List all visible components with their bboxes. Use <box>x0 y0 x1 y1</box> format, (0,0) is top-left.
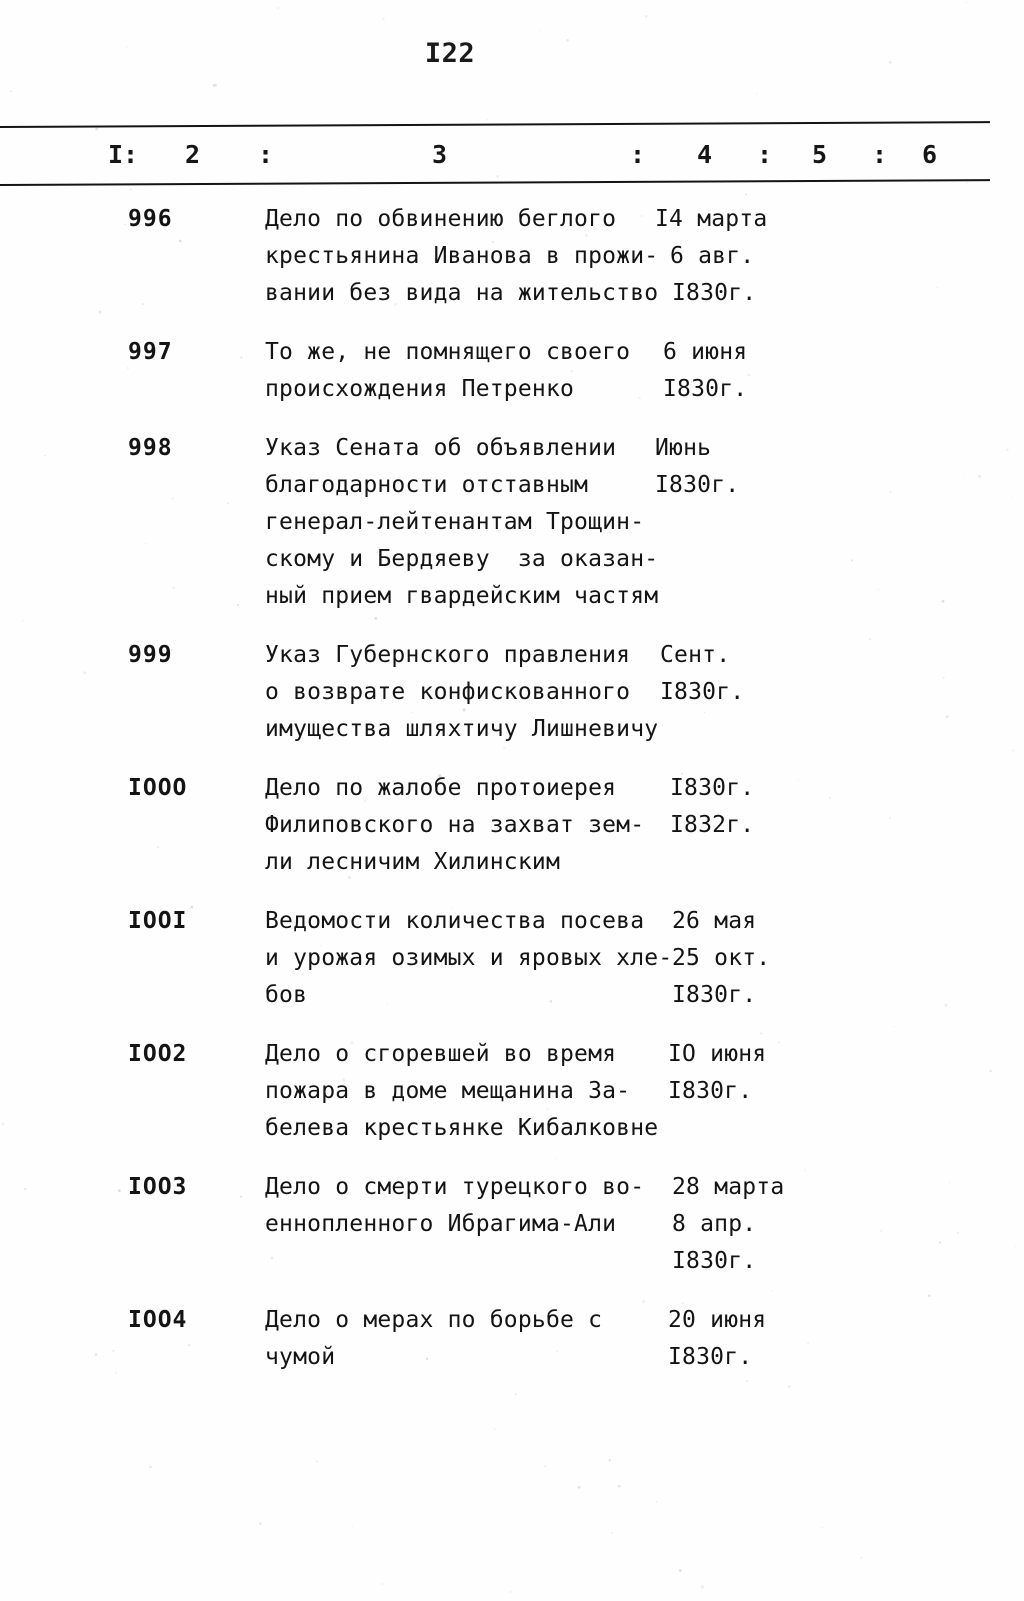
entry-number: IOO4 <box>128 1307 188 1333</box>
entry-description-line: Дело по обвинению беглого <box>265 206 617 232</box>
entry-number: IOOO <box>128 775 188 801</box>
entry-description-line: Указ Губернского правления <box>265 642 631 668</box>
entry-line <box>0 1078 1024 1115</box>
entry-description-line: благодарности отставным <box>265 472 589 498</box>
entry-description-line: о возврате конфискованного <box>265 679 631 705</box>
entry-line <box>0 1115 1024 1152</box>
entry-description-line: имущества шляхтичу Лишневичу <box>265 716 659 742</box>
entry-date: Сент. <box>660 642 731 668</box>
entry-line <box>0 472 1024 509</box>
entry-number: 998 <box>128 435 173 461</box>
entry-description-line: вании без вида на жительство <box>265 280 659 306</box>
entry-line <box>0 642 1024 679</box>
entry-line <box>0 1248 1024 1285</box>
entry-date: Июнь <box>655 435 712 461</box>
entry-line <box>0 243 1024 280</box>
entry-date: I830г. <box>668 1078 753 1104</box>
entry-date: I830г. <box>668 1344 753 1370</box>
inventory-entry <box>0 1307 1024 1381</box>
entry-description-line: еннопленного Ибрагима-Али <box>265 1211 617 1237</box>
page-number: I22 <box>424 38 476 69</box>
entry-line <box>0 812 1024 849</box>
entry-description-line: ли лесничим Хилинским <box>265 849 560 875</box>
entry-description-line: пожара в доме мещанина За- <box>265 1078 631 1104</box>
entry-date: 20 июня <box>668 1307 767 1333</box>
entry-description-line: ный прием гвардейским частям <box>265 583 659 609</box>
entry-description-line: белева крестьянке Кибалковне <box>265 1115 659 1141</box>
entry-date: I832г. <box>670 812 755 838</box>
inventory-entry-list <box>0 206 1024 1403</box>
entry-line <box>0 435 1024 472</box>
inventory-entry <box>0 775 1024 886</box>
column-header-8: 5 <box>812 140 828 169</box>
entry-line <box>0 206 1024 243</box>
entry-date: I830г. <box>672 280 757 306</box>
entry-number: 999 <box>128 642 173 668</box>
inventory-entry <box>0 642 1024 753</box>
entry-date: 25 окт. <box>672 945 771 971</box>
entry-date: I830г. <box>663 376 748 402</box>
column-header-row <box>0 140 990 176</box>
column-header-9: : <box>872 140 888 169</box>
entry-line <box>0 509 1024 546</box>
entry-line <box>0 1041 1024 1078</box>
entry-number: IOO2 <box>128 1041 188 1067</box>
column-header-2: 2 <box>185 140 201 169</box>
entry-line <box>0 679 1024 716</box>
entry-line <box>0 1211 1024 1248</box>
inventory-entry <box>0 206 1024 317</box>
entry-description-line: Ведомости количества посева <box>265 908 645 934</box>
entry-description-line: происхождения Петренко <box>265 376 575 402</box>
entry-date: I830г. <box>660 679 745 705</box>
entry-description-line: То же, не помнящего своего <box>265 339 631 365</box>
entry-line <box>0 583 1024 620</box>
entry-description-line: и урожая озимых и яровых хле- <box>265 945 673 971</box>
entry-line <box>0 908 1024 945</box>
entry-line <box>0 339 1024 376</box>
entry-date: 8 апр. <box>672 1211 757 1237</box>
column-header-6: 4 <box>697 140 713 169</box>
column-header-4: 3 <box>432 140 448 169</box>
column-header-10: 6 <box>922 140 938 169</box>
entry-date: I830г. <box>672 982 757 1008</box>
entry-line <box>0 775 1024 812</box>
entry-line <box>0 849 1024 886</box>
entry-line <box>0 546 1024 583</box>
header-rule-top <box>0 121 990 128</box>
inventory-entry <box>0 1174 1024 1285</box>
entry-date: 6 авг. <box>670 243 755 269</box>
entry-date: 6 июня <box>663 339 748 365</box>
entry-line <box>0 1174 1024 1211</box>
inventory-entry <box>0 435 1024 620</box>
entry-description-line: чумой <box>265 1344 336 1370</box>
entry-description-line: Дело о сгоревшей во время <box>265 1041 617 1067</box>
entry-number: 997 <box>128 339 173 365</box>
inventory-entry <box>0 339 1024 413</box>
inventory-entry <box>0 908 1024 1019</box>
entry-description-line: Указ Сената об объявлении <box>265 435 617 461</box>
entry-description-line: скому и Бердяеву за оказан- <box>265 546 659 572</box>
entry-description-line: бов <box>265 982 308 1008</box>
entry-description-line: Дело о смерти турецкого во- <box>265 1174 645 1200</box>
entry-date: I4 марта <box>655 206 768 232</box>
entry-line <box>0 376 1024 413</box>
column-header-7: : <box>757 140 773 169</box>
entry-description-line: Дело по жалобе протоиерея <box>265 775 617 801</box>
table-header-band <box>0 126 990 188</box>
entry-description-line: Дело о мерах по борьбе с <box>265 1307 603 1333</box>
entry-description-line: крестьянина Иванова в прожи- <box>265 243 659 269</box>
entry-description-line: Филиповского на захват зем- <box>265 812 645 838</box>
entry-line <box>0 1344 1024 1381</box>
entry-number: 996 <box>128 206 173 232</box>
column-header-3: : <box>258 140 274 169</box>
entry-date: I830г. <box>655 472 740 498</box>
entry-date: 26 мая <box>672 908 757 934</box>
header-rule-bottom <box>0 179 990 186</box>
column-header-1: I: <box>108 140 139 169</box>
entry-date: IO июня <box>668 1041 767 1067</box>
inventory-entry <box>0 1041 1024 1152</box>
entry-line <box>0 716 1024 753</box>
entry-date: I830г. <box>670 775 755 801</box>
entry-number: IOO3 <box>128 1174 188 1200</box>
entry-line <box>0 945 1024 982</box>
entry-date: 28 марта <box>672 1174 785 1200</box>
entry-description-line: генерал-лейтенантам Трощин- <box>265 509 645 535</box>
entry-date: I830г. <box>672 1248 757 1274</box>
column-header-5: : <box>630 140 646 169</box>
entry-line <box>0 982 1024 1019</box>
entry-line <box>0 280 1024 317</box>
entry-number: IOOI <box>128 908 188 934</box>
entry-line <box>0 1307 1024 1344</box>
